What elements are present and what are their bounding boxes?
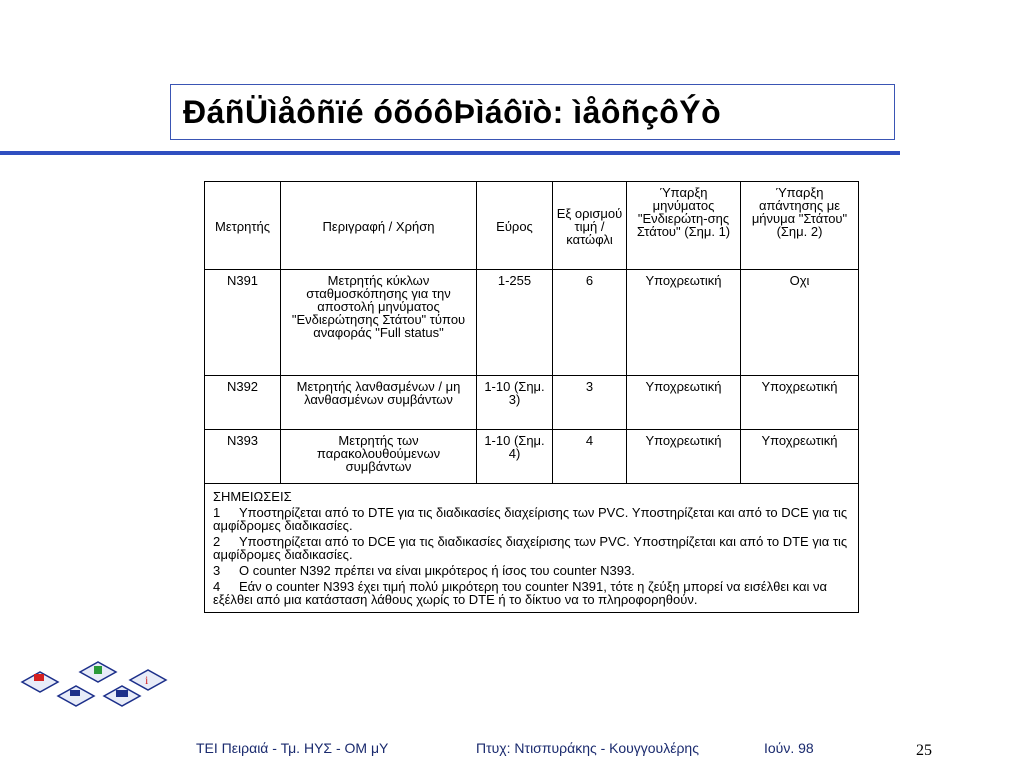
note-item: [213, 535, 850, 561]
table-cell: N393: [205, 430, 281, 484]
table-row: [205, 376, 859, 430]
note-text: O counter N392 πρέπει να είναι μικρότερος ή ίσος του counter N393.: [239, 563, 635, 578]
table-cell: 4: [553, 430, 627, 484]
note-item: [213, 580, 850, 606]
header-cell: Περιγραφή / Χρήση: [281, 182, 477, 270]
timers-table: [204, 181, 859, 613]
table-header-row: [205, 182, 859, 270]
note-text: Εάν ο counter N393 έχει τιμή πολύ μικρότερη του counter N391, τότε η ζεύξη μπορεί να εισέλθει και να εξέλθει από μια κατάσταση λάθους χωρίς το DTE ή το δίκτυο να το πληροφορηθούν.: [213, 579, 828, 607]
table-cell: Υποχρεωτική: [627, 376, 741, 430]
note-number: 4: [213, 579, 221, 594]
header-cell: Μετρητής: [205, 182, 281, 270]
footer-institution: ΤΕΙ Πειραιά - Τμ. ΗΥΣ - ΟΜ μΥ: [196, 740, 389, 756]
note-item: [213, 564, 850, 577]
table-cell: Μετρητής λανθασμένων / μη λανθασμένων συμβάντων: [281, 376, 477, 430]
note-text: Υποστηρίζεται από το DTE για τις διαδικασίες διαχείρισης των PVC. Υποστηρίζεται και από το DCE για τις αμφίδρομες διαδικασίες.: [213, 505, 848, 533]
table-row: [205, 430, 859, 484]
table-cell: Υποχρεωτική: [627, 270, 741, 376]
table-cell: Μετρητής των παρακολουθούμενων συμβάντων: [281, 430, 477, 484]
table-cell: Υποχρεωτική: [741, 430, 859, 484]
table-cell: 1-10 (Σημ. 3): [477, 376, 553, 430]
table-cell: 1-10 (Σημ. 4): [477, 430, 553, 484]
table-cell: Μετρητής κύκλων σταθμοσκόπησης για την αποστολή μηνύματος "Ενδιερώτησης Στάτου" τύπου αναφοράς "Full status": [281, 270, 477, 376]
table-cell: N392: [205, 376, 281, 430]
note-item: [213, 506, 850, 532]
network-puzzle-icon: [18, 660, 168, 710]
footer-authors: Πτυχ: Ντισπυράκης - Κουγγουλέρης: [476, 740, 699, 756]
table-cell: Υποχρεωτική: [741, 376, 859, 430]
note-number: 3: [213, 563, 221, 578]
table-cell: Υποχρεωτική: [627, 430, 741, 484]
table-cell: Οχι: [741, 270, 859, 376]
svg-text:i: i: [145, 673, 149, 687]
note-text: Υποστηρίζεται από το DCE για τις διαδικασίες διαχείρισης των PVC. Υποστηρίζεται και από το DTE για τις αμφίδρομες διαδικασίες.: [213, 534, 848, 562]
title-box: [170, 84, 895, 140]
header-cell: Ύπαρξη μηνύματος "Ενδιερώτη-σης Στάτου" (Σημ. 1): [627, 182, 741, 270]
note-number: 1: [213, 505, 221, 520]
page-number: 25: [916, 742, 932, 759]
table-cell: 3: [553, 376, 627, 430]
header-cell: Εύρος: [477, 182, 553, 270]
notes-heading: ΣΗΜΕΙΩΣΕΙΣ: [213, 489, 292, 504]
table-cell: 6: [553, 270, 627, 376]
table-cell: 1-255: [477, 270, 553, 376]
footer-date: Ιούν. 98: [764, 740, 814, 756]
notes-row: [205, 484, 859, 613]
table-cell: N391: [205, 270, 281, 376]
slide-title: ÐáñÜìåôñïé óõóôÞìáôïò: ìåôñçôÝò: [183, 93, 722, 130]
title-underline: [0, 151, 900, 155]
notes-cell: [205, 484, 859, 613]
note-number: 2: [213, 534, 221, 549]
header-cell: Εξ ορισμού τιμή / κατώφλι: [553, 182, 627, 270]
table-row: [205, 270, 859, 376]
footer: [0, 740, 1024, 760]
header-cell: Ύπαρξη απάντησης με μήνυμα "Στάτου" (Σημ. 2): [741, 182, 859, 270]
